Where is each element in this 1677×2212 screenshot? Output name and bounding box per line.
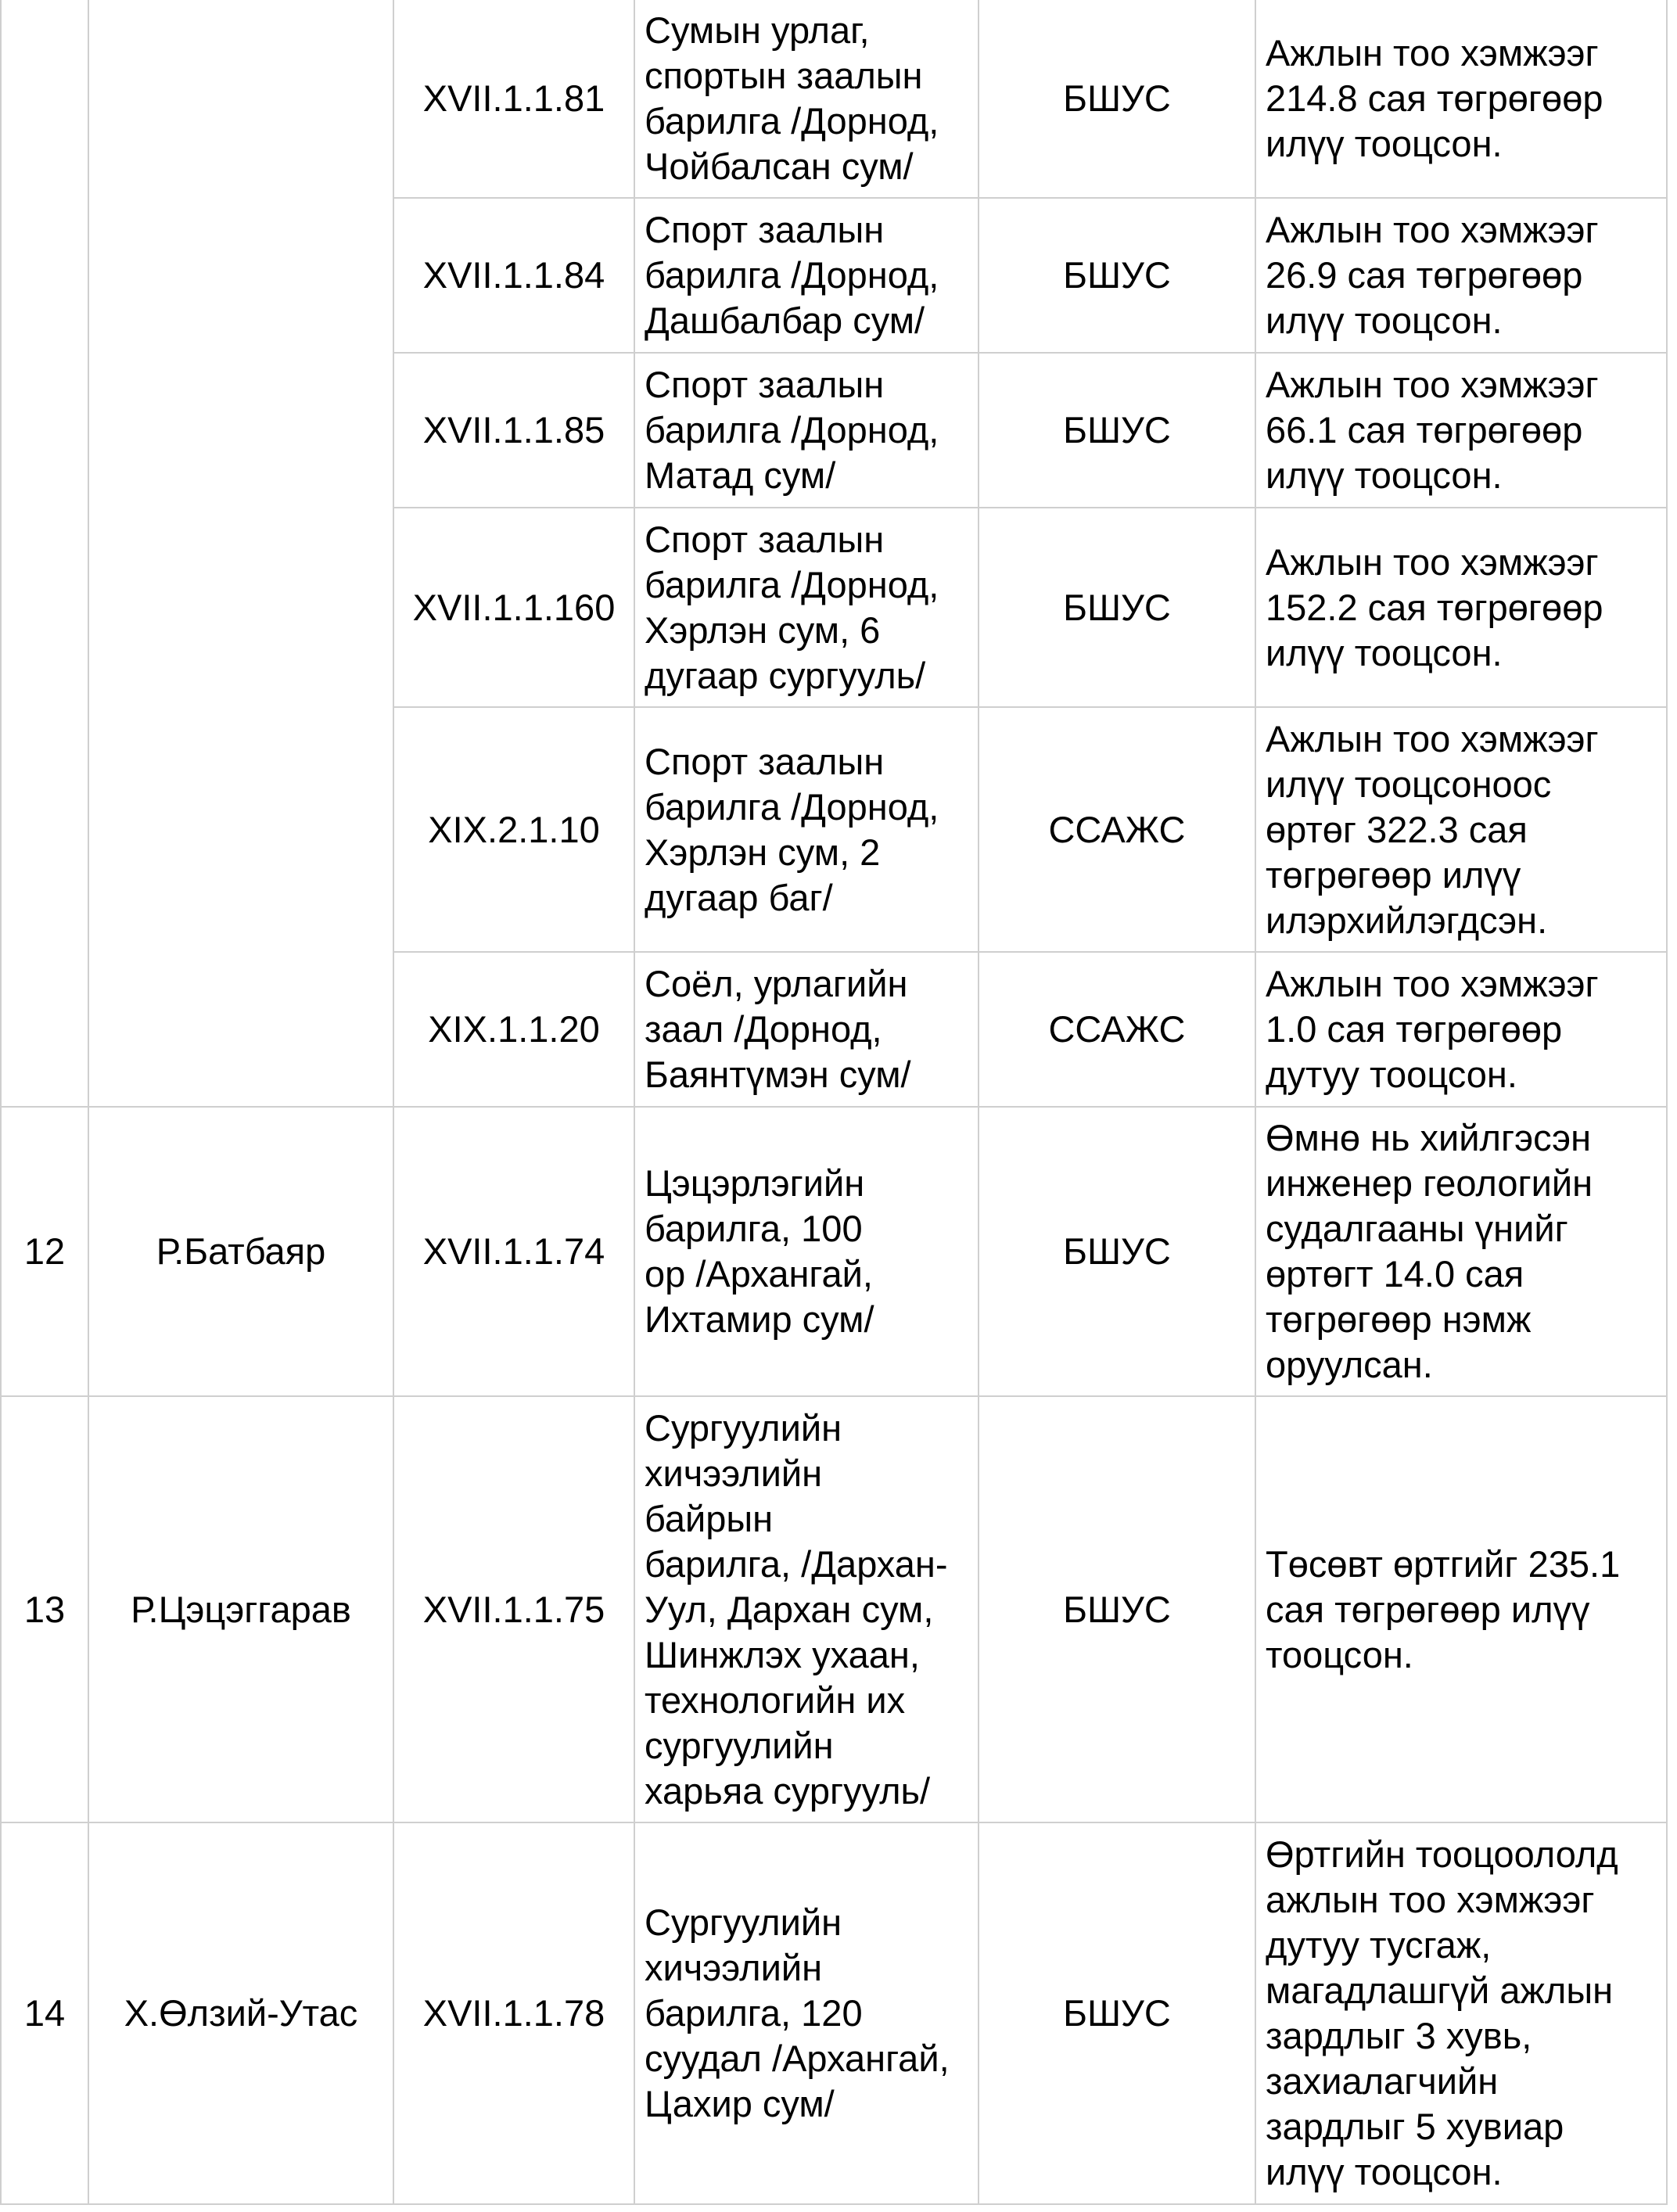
project-description-cell xyxy=(634,1107,979,1396)
note-line: Ажлын тоо хэмжээг xyxy=(1266,364,1599,405)
organization-cell: ССАЖС xyxy=(979,952,1255,1107)
description-line: Спорт заалын xyxy=(645,740,885,782)
note-line: захиалагчийн xyxy=(1266,2060,1499,2102)
project-code-cell: XIX.1.1.20 xyxy=(393,952,634,1107)
organization-cell: БШУС xyxy=(979,1822,1255,2204)
description-line: Сургуулийн xyxy=(645,1901,842,1943)
description-line: Спорт заалын xyxy=(645,364,885,405)
note-line: зардлыг 5 хувиар xyxy=(1266,2106,1564,2147)
row-number-cell: 12 xyxy=(1,1107,88,1396)
project-description-cell xyxy=(634,952,979,1107)
description-line: Хэрлэн сум, 2 xyxy=(645,831,881,873)
description-line: спортын заалын xyxy=(645,55,923,96)
note-line: өртөгт 14.0 сая xyxy=(1266,1253,1524,1295)
description-line: харьяа сургууль/ xyxy=(645,1769,931,1812)
table-row xyxy=(1,1107,1667,1396)
project-code-cell: XVII.1.1.84 xyxy=(393,198,634,353)
description-line: дугаар баг/ xyxy=(645,876,833,918)
note-line: 66.1 сая төгрөгөөр xyxy=(1266,409,1583,451)
finding-note-cell xyxy=(1255,198,1667,353)
project-code-cell: XVII.1.1.81 xyxy=(393,0,634,198)
finding-note-cell xyxy=(1255,1822,1667,2204)
project-code-cell: XVII.1.1.160 xyxy=(393,508,634,707)
note-line: Өртгийн тооцоололд xyxy=(1266,1833,1618,1875)
note-line: судалгааны үнийг xyxy=(1266,1208,1568,1249)
auditor-name-cell xyxy=(88,0,393,1107)
project-code-cell: XVII.1.1.75 xyxy=(393,1396,634,1822)
note-line: Ажлын тоо хэмжээг xyxy=(1266,717,1599,759)
description-line: Цахир сум/ xyxy=(645,2083,835,2124)
description-line: барилга /Дорнод, xyxy=(645,785,939,828)
note-line: Ажлын тоо хэмжээг xyxy=(1266,540,1599,583)
description-line: барилга /Дорнод, xyxy=(645,563,939,605)
auditor-name-cell: Р.Батбаяр xyxy=(88,1107,393,1396)
note-line: магадлашгүй ажлын xyxy=(1266,1970,1614,2011)
note-line: төгрөгөөр нэмж xyxy=(1266,1298,1532,1340)
description-line: Чойбалсан сум/ xyxy=(645,145,914,187)
project-description-cell xyxy=(634,1396,979,1822)
description-line: барилга, /Дархан- xyxy=(645,1542,948,1585)
note-line: сая төгрөгөөр илүү xyxy=(1266,1588,1590,1630)
note-line: инженер геологийн xyxy=(1266,1162,1593,1204)
description-line: Цэцэрлэгийн xyxy=(645,1162,865,1204)
description-line: Сумын урлаг, xyxy=(645,9,870,51)
description-line: байрын xyxy=(645,1497,774,1539)
note-line: зардлыг 3 хувь, xyxy=(1266,2015,1532,2056)
note-line: Ажлын тоо хэмжээг xyxy=(1266,209,1599,250)
note-line: илүү тооцсон. xyxy=(1266,631,1503,673)
project-code-cell: XIX.2.1.10 xyxy=(393,707,634,952)
description-line: Спорт заалын xyxy=(645,209,885,250)
description-line: барилга /Дорнод, xyxy=(645,254,939,296)
note-line: тооцсон. xyxy=(1266,1633,1413,1675)
organization-cell: БШУС xyxy=(979,353,1255,508)
note-line: илүү тооцсон. xyxy=(1266,2151,1503,2192)
description-line: барилга, 100 xyxy=(645,1208,863,1249)
description-line: барилга, 120 xyxy=(645,1992,863,2034)
description-line: Хэрлэн сум, 6 xyxy=(645,609,881,651)
finding-note-cell xyxy=(1255,1396,1667,1822)
project-description-cell xyxy=(634,0,979,198)
note-line: дутуу тусгаж, xyxy=(1266,1924,1492,1966)
note-line: 152.2 сая төгрөгөөр xyxy=(1266,586,1603,628)
note-line: илүү тооцсон. xyxy=(1266,300,1503,341)
finding-note-cell xyxy=(1255,952,1667,1107)
note-line: Өмнө нь хийлгэсэн xyxy=(1266,1117,1592,1158)
note-line: Төсөвт өртгийг 235.1 xyxy=(1266,1542,1621,1585)
table-row xyxy=(1,1396,1667,1822)
row-number-cell: 14 xyxy=(1,1822,88,2204)
description-line: Сургуулийн xyxy=(645,1406,842,1449)
note-line: дутуу тооцсон. xyxy=(1266,1054,1517,1095)
note-line: төгрөгөөр илүү xyxy=(1266,853,1521,896)
project-code-cell: XVII.1.1.74 xyxy=(393,1107,634,1396)
note-line: илүү тооцсон. xyxy=(1266,123,1503,164)
description-line: Соёл, урлагийн xyxy=(645,963,908,1004)
description-line: хичээлийн xyxy=(645,1947,823,1988)
organization-cell: БШУС xyxy=(979,1396,1255,1822)
project-description-cell xyxy=(634,1822,979,2204)
description-line: Матад сум/ xyxy=(645,454,836,496)
finding-note-cell xyxy=(1255,1107,1667,1396)
finding-note-cell xyxy=(1255,0,1667,198)
table-row xyxy=(1,1822,1667,2204)
note-line: илүү тооцсоноос xyxy=(1266,763,1552,805)
description-line: Спорт заалын xyxy=(645,518,885,560)
note-line: 214.8 сая төгрөгөөр xyxy=(1266,77,1603,119)
organization-cell: БШУС xyxy=(979,1107,1255,1396)
project-description-cell xyxy=(634,508,979,707)
description-line: сургуулийн xyxy=(645,1724,834,1766)
note-line: 26.9 сая төгрөгөөр xyxy=(1266,254,1583,296)
note-line: оруулсан. xyxy=(1266,1344,1433,1385)
note-line: өртөг 322.3 сая xyxy=(1266,808,1528,850)
description-line: суудал /Архангай, xyxy=(645,2038,950,2079)
description-line: хичээлийн xyxy=(645,1452,823,1494)
finding-note-cell xyxy=(1255,508,1667,707)
project-description-cell xyxy=(634,707,979,952)
row-number-cell xyxy=(1,0,88,1107)
description-line: ор /Архангай, xyxy=(645,1253,873,1295)
project-description-cell xyxy=(634,198,979,353)
project-code-cell: XVII.1.1.85 xyxy=(393,353,634,508)
note-line: ажлын тоо хэмжээг xyxy=(1266,1879,1595,1920)
note-line: илүү тооцсон. xyxy=(1266,454,1503,496)
note-line: 1.0 сая төгрөгөөр xyxy=(1266,1008,1563,1050)
description-line: дугаар сургууль/ xyxy=(645,654,926,696)
description-line: Ихтамир сум/ xyxy=(645,1298,874,1340)
project-description-cell xyxy=(634,353,979,508)
description-line: технологийн их xyxy=(645,1679,906,1721)
organization-cell: БШУС xyxy=(979,198,1255,353)
description-line: Дашбалбар сум/ xyxy=(645,300,925,341)
description-line: барилга /Дорнод, xyxy=(645,100,939,142)
row-number-cell: 13 xyxy=(1,1396,88,1822)
description-line: Уул, Дархан сум, xyxy=(645,1588,934,1630)
project-code-cell: XVII.1.1.78 xyxy=(393,1822,634,2204)
table-row xyxy=(1,0,1667,198)
note-line: Ажлын тоо хэмжээг xyxy=(1266,963,1599,1004)
description-line: Шинжлэх ухаан, xyxy=(645,1633,920,1675)
auditor-name-cell: Х.Өлзий-Утас xyxy=(88,1822,393,2204)
organization-cell: БШУС xyxy=(979,0,1255,198)
finding-note-cell xyxy=(1255,353,1667,508)
organization-cell: БШУС xyxy=(979,508,1255,707)
description-line: Баянтүмэн сум/ xyxy=(645,1054,911,1095)
note-line: илэрхийлэгдсэн. xyxy=(1266,899,1548,941)
finding-note-cell xyxy=(1255,707,1667,952)
auditor-name-cell: Р.Цэцэггарав xyxy=(88,1396,393,1822)
description-line: барилга /Дорнод, xyxy=(645,409,939,451)
note-line: Ажлын тоо хэмжээг xyxy=(1266,32,1599,74)
description-line: заал /Дорнод, xyxy=(645,1008,882,1050)
organization-cell: ССАЖС xyxy=(979,707,1255,952)
